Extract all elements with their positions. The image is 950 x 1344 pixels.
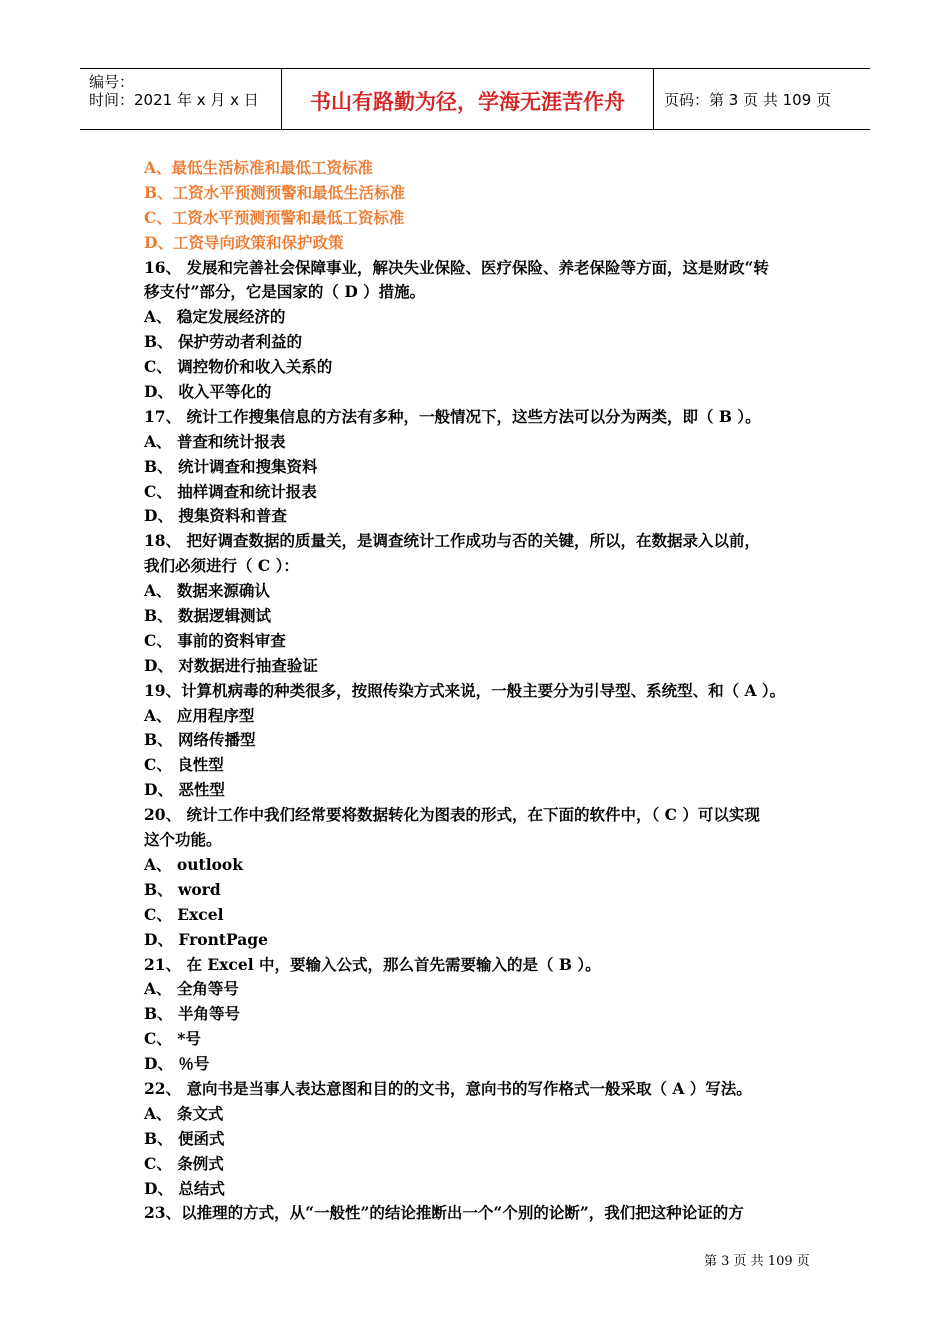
text-line: B、工资水平预测预警和最低生活标准 — [144, 182, 406, 202]
header-page-cell — [654, 69, 870, 129]
text-line: B、 半角等号 — [144, 1004, 240, 1024]
page-header — [80, 68, 870, 130]
header-page-number: 页码：第 3 页 共 109 页 — [664, 91, 832, 109]
text-line: 21、 在 Excel 中，要输入公式，那么首先需要输入的是（ B ）。 — [144, 954, 601, 974]
text-line: D、 对数据进行抽查验证 — [144, 655, 318, 675]
document-body — [144, 156, 814, 1226]
text-line: 17、 统计工作搜集信息的方法有多种，一般情况下，这些方法可以分为两类，即（ B ）。 — [144, 406, 761, 426]
text-line: 19、计算机病毒的种类很多，按照传染方式来说，一般主要分为引导型、系统型、和（ A ）。 — [144, 680, 786, 700]
text-line: B、 保护劳动者利益的 — [144, 332, 302, 352]
text-line: D、 收入平等化的 — [144, 382, 272, 402]
text-line: A、 全角等号 — [144, 979, 239, 999]
text-line: A、 条文式 — [144, 1103, 224, 1123]
text-line: 20、 统计工作中我们经常要将数据转化为图表的形式，在下面的软件中，（ C ）可以实现 — [144, 805, 760, 825]
text-line: D、工资导向政策和保护政策 — [144, 232, 344, 252]
text-line: C、 事前的资料审查 — [144, 630, 286, 650]
text-line: B、 word — [144, 879, 221, 899]
footer-page-number: 第 3 页 共 109 页 — [704, 1254, 810, 1269]
text-line: 18、 把好调查数据的质量关，是调查统计工作成功与否的关键，所以，在数据录入以前， — [144, 531, 760, 551]
text-line: A、最低生活标准和最低工资标准 — [144, 158, 374, 177]
text-line: D、 恶性型 — [144, 780, 225, 800]
text-line: C、工资水平预测预警和最低工资标准 — [144, 207, 405, 227]
text-line: B、 便函式 — [144, 1128, 225, 1148]
text-line: D、 搜集资料和普查 — [144, 506, 287, 526]
text-line: C、 抽样调查和统计报表 — [144, 481, 317, 501]
header-motto-cell — [282, 69, 654, 129]
text-line: B、 网络传播型 — [144, 730, 256, 750]
text-line: C、 *号 — [144, 1029, 201, 1049]
text-line: D、 ％号 — [144, 1054, 210, 1074]
text-line: C、 调控物价和收入关系的 — [144, 357, 333, 377]
text-line: 移支付”部分，它是国家的（ D ）措施。 — [144, 282, 426, 302]
text-line: A、 outlook — [144, 854, 243, 874]
text-line: A、 普查和统计报表 — [144, 431, 286, 451]
text-line: B、 数据逻辑测试 — [144, 606, 271, 626]
text-line: A、 稳定发展经济的 — [144, 307, 286, 327]
text-line: A、 数据来源确认 — [144, 581, 270, 601]
text-line: B、 统计调查和搜集资料 — [144, 456, 318, 476]
text-line: D、 总结式 — [144, 1178, 225, 1198]
text-line: C、 条例式 — [144, 1153, 224, 1173]
header-meta-cell — [80, 69, 282, 129]
text-line: A、 应用程序型 — [144, 705, 255, 725]
text-line: C、 Excel — [144, 904, 224, 924]
text-line: 22、 意向书是当事人表达意图和目的的文书，意向书的写作格式一般采取（ A ）写法。 — [144, 1078, 752, 1098]
text-line: D、 FrontPage — [144, 929, 268, 949]
document-number-label: 编号： — [89, 73, 135, 91]
text-line: 16、 发展和完善社会保障事业，解决失业保险、医疗保险、养老保险等方面，这是财政“转 — [144, 257, 769, 277]
text-line: C、 良性型 — [144, 755, 224, 775]
document-date: 时间：2021 年 x 月 x 日 — [89, 91, 259, 109]
text-line: 这个功能。 — [144, 830, 222, 850]
text-line: 23、以推理的方式，从“一般性”的结论推断出一个“个别的论断”，我们把这种论证的方 — [144, 1203, 744, 1223]
text-line: 我们必须进行（ C ）： — [144, 556, 299, 576]
header-motto: 书山有路勤为径，学海无涯苦作舟 — [310, 90, 625, 114]
